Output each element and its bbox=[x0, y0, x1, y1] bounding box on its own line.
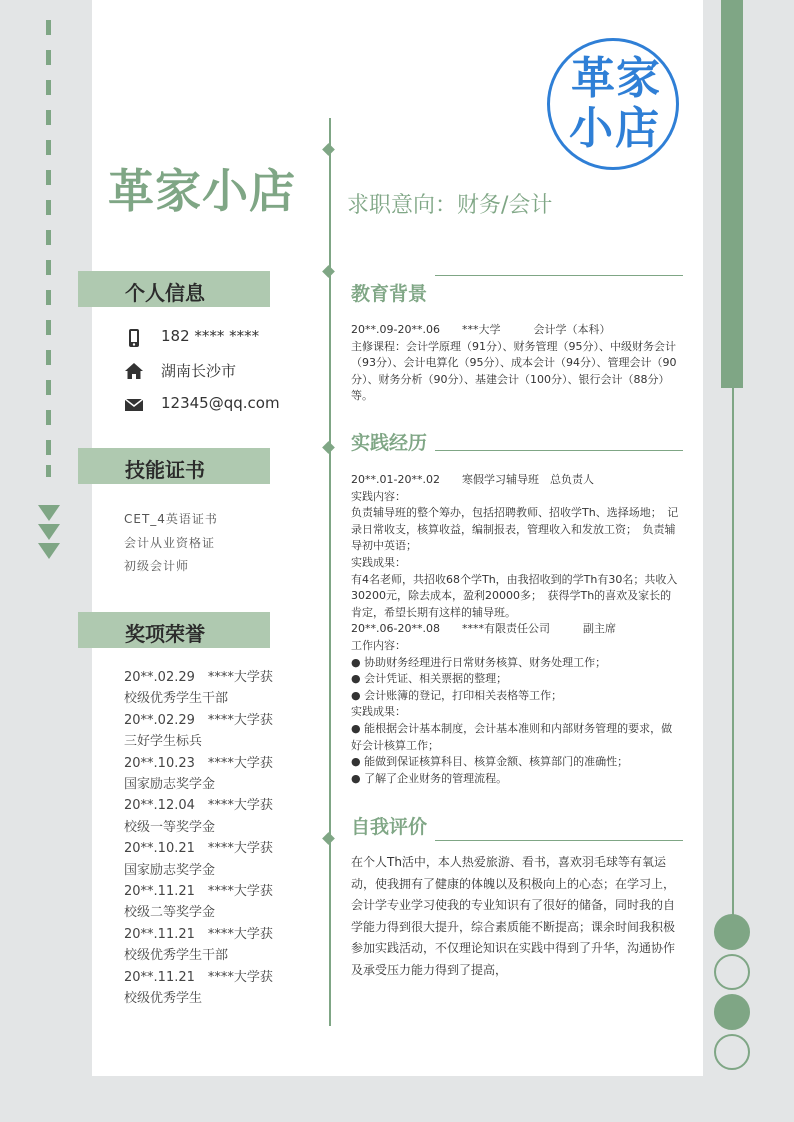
practice-line: ● 会计凭证、相关票据的整理； bbox=[351, 672, 508, 686]
practice-line: 实践成果： bbox=[351, 705, 406, 719]
awards-header bbox=[78, 612, 270, 648]
practice-line: 20**.01-20**.02 寒假学习辅导班 总负责人 bbox=[351, 473, 594, 486]
award-line: 校级优秀学生 bbox=[124, 991, 203, 1007]
education-body bbox=[351, 322, 681, 405]
award-line: 20**.12.04 ****大学获 bbox=[124, 798, 273, 814]
practice-line: ● 能根据会计基本制度，会计基本准则和内部财务管理的要求，做好会计核算工作； bbox=[351, 721, 673, 752]
self-eval-text: 在个人Th活中，本人热爱旅游、看书，喜欢羽毛球等有氧运动，使我拥有了健康的体魄以及积极向上的心态；在学习上，会计学专业学习使我的专业知识有了很好的储备，同时我的自学能力得到很大提升，综合素质能不断提高；课余时间我积极参加实践活动，不仅理论知识在实践中得到了升华，沟通协作及承受压力能力得到了提高， bbox=[351, 855, 676, 977]
award-line: 20**.11.21 ****大学获 bbox=[124, 969, 273, 985]
award-line: 20**.11.21 ****大学获 bbox=[124, 926, 273, 942]
personal-info-header bbox=[78, 271, 270, 307]
skills-list bbox=[124, 508, 218, 579]
phone-icon bbox=[124, 329, 144, 347]
filled-circle-decoration bbox=[714, 994, 750, 1030]
timeline-line bbox=[329, 118, 331, 1026]
education-line: 主修课程：会计学原理（91分）、财务管理（95分）、中级财务会计（93分）、会计电算化（95分）、成本会计（94分）、管理会计（90分）、财务分析（90分）、基建会计（100分）、银行会计（88分）等。 bbox=[351, 339, 677, 403]
education-title: 教育背景 bbox=[351, 283, 428, 305]
section-divider bbox=[435, 275, 683, 276]
awards-list bbox=[124, 667, 314, 1010]
outline-circle-decoration bbox=[714, 954, 750, 990]
email-text: 12345@qq.com bbox=[161, 394, 280, 412]
practice-line: 负责辅导班的整个筹办，包括招聘教师、招收学Th、选择场地； 记录日常收支，核算收益，编制报表，管理收入和发放工资； 负责辅导初中英语； bbox=[351, 506, 679, 553]
triangle-down-icon bbox=[38, 524, 60, 540]
triangle-down-icon bbox=[38, 505, 60, 521]
practice-title: 实践经历 bbox=[351, 432, 428, 454]
skill-item: CET_4英语证书 bbox=[124, 512, 218, 526]
right-accent-bar bbox=[721, 0, 743, 388]
seal-char: 小 bbox=[569, 103, 613, 154]
award-line: 校级二等奖学金 bbox=[124, 905, 216, 921]
phone-number: 182 **** **** bbox=[161, 327, 260, 345]
skills-header bbox=[78, 448, 270, 484]
practice-line: 实践成果： bbox=[351, 555, 406, 569]
education-line: 20**.09-20**.06 ***大学 会计学（本科） bbox=[351, 323, 611, 336]
shop-seal-logo bbox=[547, 38, 679, 170]
right-accent-line bbox=[732, 388, 734, 918]
award-line: 校级优秀学生干部 bbox=[124, 948, 229, 964]
award-line: 20**.10.23 ****大学获 bbox=[124, 755, 273, 771]
award-line: 20**.11.21 ****大学获 bbox=[124, 884, 273, 900]
section-title: 技能证书 bbox=[125, 458, 205, 482]
practice-line: 工作内容： bbox=[351, 638, 406, 652]
section-divider bbox=[435, 450, 683, 451]
filled-circle-decoration bbox=[714, 914, 750, 950]
practice-line: ● 了解了企业财务的管理流程。 bbox=[351, 771, 508, 785]
practice-line: 实践内容： bbox=[351, 489, 406, 503]
practice-line: 20**.06-20**.08 ****有限责任公司 副主席 bbox=[351, 622, 616, 636]
home-icon bbox=[124, 362, 144, 380]
self-eval-title: 自我评价 bbox=[351, 816, 428, 838]
award-line: 国家励志奖学金 bbox=[124, 777, 216, 793]
job-intent: 求职意向：财务/会计 bbox=[347, 193, 553, 218]
section-title: 奖项荣誉 bbox=[125, 622, 205, 646]
mail-icon bbox=[124, 396, 144, 414]
section-divider bbox=[435, 840, 683, 841]
seal-char: 家 bbox=[616, 53, 660, 104]
location-text: 湖南长沙市 bbox=[161, 362, 237, 380]
award-line: 国家励志奖学金 bbox=[124, 862, 216, 878]
practice-line: ● 能做到保证核算科目、核算金额、核算部门的准确性； bbox=[351, 755, 629, 769]
award-line: 三好学生标兵 bbox=[124, 734, 203, 750]
seal-char: 店 bbox=[615, 103, 659, 154]
practice-line: 有4名老师，共招收68个学Th，由我招收到的学Th有30名；共收入30200元，除去成本，盈利20000多； 获得学Th的喜欢及家长的肯定，希望长期有这样的辅导班。 bbox=[351, 572, 678, 619]
candidate-name: 革家小店 bbox=[108, 164, 296, 218]
award-line: 20**.02.29 ****大学获 bbox=[124, 712, 273, 728]
practice-line: ● 会计账簿的登记，打印相关表格等工作； bbox=[351, 688, 563, 702]
award-line: 校级优秀学生干部 bbox=[124, 691, 229, 707]
practice-line: ● 协助财务经理进行日常财务核算、财务处理工作； bbox=[351, 655, 607, 669]
practice-body bbox=[351, 472, 681, 787]
award-line: 20**.02.29 ****大学获 bbox=[124, 670, 273, 685]
seal-char: 革 bbox=[571, 53, 615, 104]
award-line: 20**.10.21 ****大学获 bbox=[124, 841, 273, 857]
award-line: 校级一等奖学金 bbox=[124, 819, 216, 835]
triangle-down-icon bbox=[38, 543, 60, 559]
section-title: 个人信息 bbox=[125, 281, 205, 305]
skill-item: 初级会计师 bbox=[124, 559, 190, 573]
skill-item: 会计从业资格证 bbox=[124, 535, 216, 550]
outline-circle-decoration bbox=[714, 1034, 750, 1070]
